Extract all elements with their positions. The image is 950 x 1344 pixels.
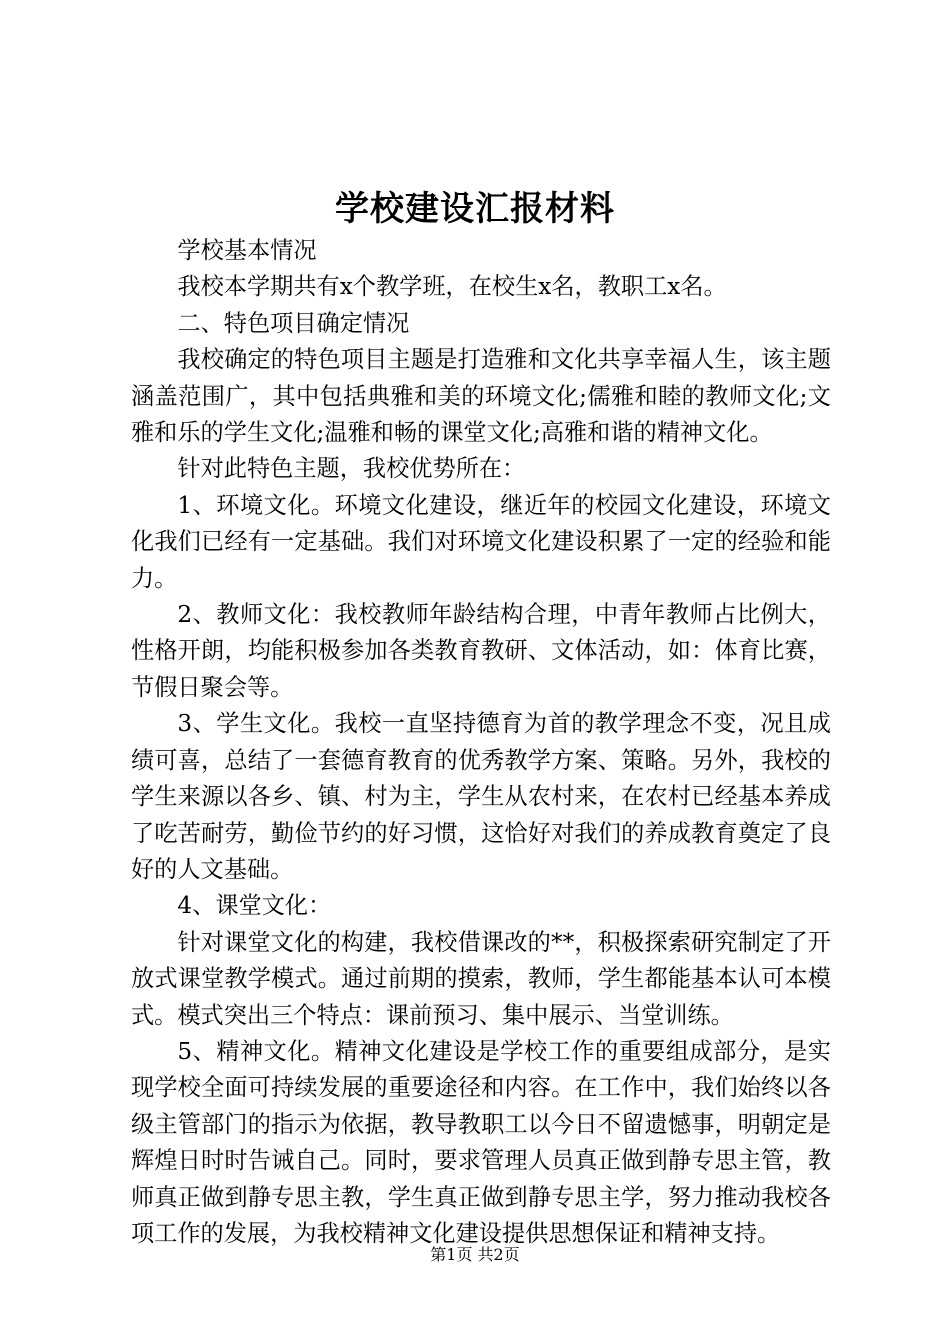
paragraph-feature-theme: 我校确定的特色项目主题是打造雅和文化共享幸福人生，该主题涵盖范围广，其中包括典雅和美的环境文化;儒雅和睦的教师文化;文雅和乐的学生文化;温雅和畅的课堂文化;高雅和谐的精神文化。 xyxy=(131,346,831,447)
paragraph-spirit-culture: 5、精神文化。精神文化建设是学校工作的重要组成部分，是实现学校全面可持续发展的重要途径和内容。在工作中，我们始终以各级主管部门的指示为依据，教导教职工以今日不留遗憾事，明朝定是辉煌日时时告诫自己。同时，要求管理人员真正做到静专思主管，教师真正做到静专思主教，学生真正做到静专思主学，努力推动我校各项工作的发展，为我校精神文化建设提供思想保证和精神支持。 xyxy=(131,1037,831,1247)
paragraph-classroom-culture: 针对课堂文化的构建，我校借课改的**，积极探索研究制定了开放式课堂教学模式。通过前期的摸索，教师，学生都能基本认可本模式。模式突出三个特点：课前预习、集中展示、当堂训练。 xyxy=(131,928,831,1029)
paragraph-classroom-heading: 4、课堂文化： xyxy=(177,892,332,920)
paragraph-basic-info: 我校本学期共有x个教学班，在校生x名，教职工x名。 xyxy=(177,273,727,301)
paragraph-teacher-culture: 2、教师文化：我校教师年龄结构合理，中青年教师占比例大，性格开朗，均能积极参加各类教育教研、文体活动，如：体育比赛，节假日聚会等。 xyxy=(131,601,831,701)
paragraph-feature-heading: 二、特色项目确定情况 xyxy=(177,309,410,337)
paragraph-environment-culture: 1、环境文化。环境文化建设，继近年的校园文化建设，环境文化我们已经有一定基础。我们对环境文化建设积累了一定的经验和能力。 xyxy=(131,491,831,592)
document-title: 学校建设汇报材料 xyxy=(335,189,615,229)
paragraph-student-culture: 3、学生文化。我校一直坚持德育为首的教学理念不变，况且成绩可喜，总结了一套德育教育的优秀教学方案、策略。另外，我校的学生来源以各乡、镇、村为主，学生从农村来，在农村已经基本养成了吃苦耐劳，勤俭节约的好习惯，这恰好对我们的养成教育奠定了良好的人文基础。 xyxy=(131,710,831,883)
page-footer: 第1页 共2页 xyxy=(430,1245,520,1264)
paragraph-basic-info-heading: 学校基本情况 xyxy=(177,237,317,264)
document-body xyxy=(131,233,831,1252)
paragraph-advantages-intro: 针对此特色主题，我校优势所在： xyxy=(177,455,526,483)
